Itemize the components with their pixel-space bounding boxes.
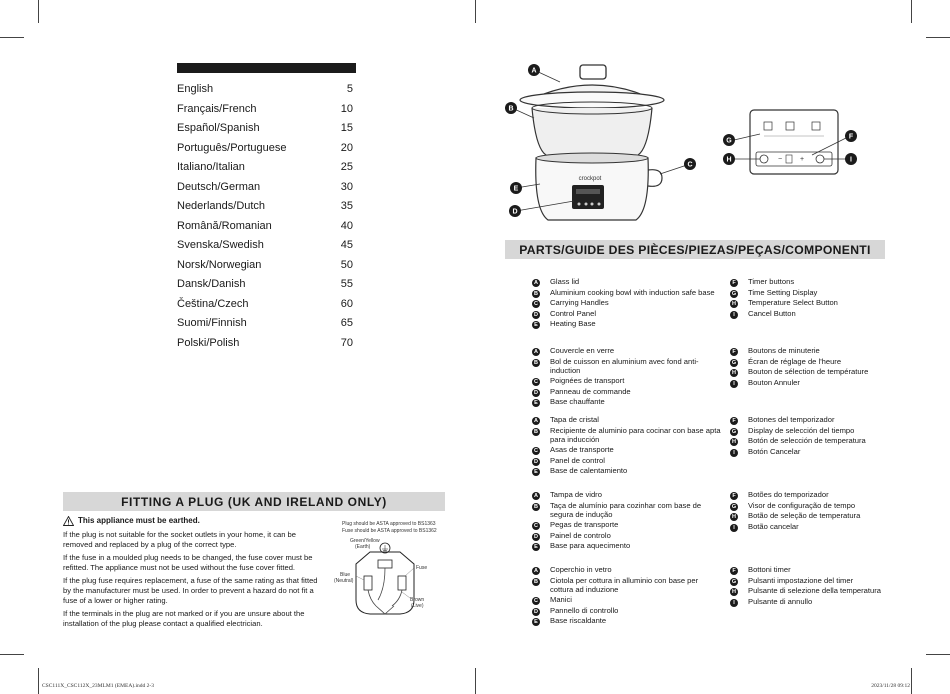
plug-paragraph: If the terminals in the plug are not marked or if you are unsure about the installation of the plug please contact a qualified electrician.: [63, 609, 305, 629]
part-label: Visor de configuração de tempo: [748, 500, 856, 510]
part-label: Base chauffante: [550, 397, 605, 407]
crop-mark: [926, 654, 950, 655]
parts-item: [730, 310, 890, 319]
toc-language: Polski/Polish: [177, 336, 240, 349]
toc-language: Nederlands/Dutch: [177, 200, 266, 212]
table-of-contents: [177, 80, 353, 353]
toc-language: Dansk/Danish: [177, 278, 246, 290]
toc-row: [177, 295, 353, 315]
toc-language: Čeština/Czech: [177, 297, 249, 310]
parts-item: [730, 278, 890, 287]
part-letter-badge: E: [532, 543, 540, 551]
toc-page-number: 55: [340, 278, 353, 290]
parts-item: [532, 446, 722, 455]
parts-item: [532, 491, 722, 500]
part-letter-badge: H: [730, 588, 738, 596]
parts-item: [532, 521, 722, 530]
parts-item: [730, 448, 890, 457]
part-letter-badge: A: [532, 417, 540, 425]
callout-h: [723, 153, 735, 165]
part-letter-badge: E: [532, 468, 540, 476]
toc-page-number: 25: [340, 161, 353, 173]
part-label: Taça de alumínio para cozinhar com base de segura de indução: [550, 500, 702, 519]
part-letter-badge: B: [532, 578, 540, 586]
parts-column-right: [730, 491, 890, 533]
part-letter-badge: C: [532, 522, 540, 530]
parts-item: [532, 388, 722, 397]
part-letter-badge: I: [730, 599, 738, 607]
part-label: Aluminium cooking bowl with induction safe base: [550, 287, 715, 297]
part-letter-badge: E: [532, 399, 540, 407]
part-letter-badge: F: [730, 492, 738, 500]
part-letter-badge: C: [532, 378, 540, 386]
parts-column-right: [730, 347, 890, 389]
parts-item: [730, 427, 890, 436]
part-letter-badge: B: [532, 503, 540, 511]
part-label: Bol de cuisson en aluminium avec fond anti-induction: [550, 356, 699, 375]
earth-wire-sublabel: (Earth): [355, 544, 371, 550]
part-label: Bouton Annuler: [748, 377, 800, 387]
toc-page-number: 10: [340, 102, 353, 115]
part-letter-badge: C: [532, 597, 540, 605]
part-label: Pulsante di selezione della temperatura: [748, 586, 881, 596]
svg-text:F: F: [848, 133, 854, 141]
parts-section-title: PARTS/GUIDE DES PIÈCES/PIEZAS/PEÇAS/COMPONENTI: [505, 240, 885, 259]
part-label: Panneau de commande: [550, 386, 631, 396]
part-letter-badge: E: [532, 321, 540, 329]
parts-item: [730, 379, 890, 388]
plug-note-1: Plug should be ASTA approved to BS1363: [342, 521, 436, 527]
crop-mark: [38, 668, 39, 694]
toc-page-number: 70: [340, 336, 353, 349]
parts-item: [730, 491, 890, 500]
toc-row: [177, 139, 353, 159]
part-letter-badge: D: [532, 458, 540, 466]
part-label: Botones del temporizador: [748, 415, 835, 424]
toc-language: Español/Spanish: [177, 122, 260, 134]
toc-language: Svenska/Swedish: [177, 239, 264, 251]
parts-item: [532, 542, 722, 551]
earth-wire-label: Green/Yellow: [350, 538, 380, 544]
brand-logo: crockpot: [578, 176, 602, 182]
parts-item: [532, 347, 722, 356]
part-label: Bouton de sélection de température: [748, 367, 869, 377]
crop-mark: [911, 668, 912, 694]
part-label: Cancel Button: [748, 308, 796, 318]
part-label: Pannello di controllo: [550, 605, 619, 615]
part-label: Base para aquecimento: [550, 541, 631, 551]
parts-item: [532, 457, 722, 466]
part-letter-badge: A: [532, 348, 540, 356]
part-label: Asas de transporte: [550, 445, 614, 454]
parts-item: [532, 566, 722, 575]
callout-e: [510, 182, 522, 194]
part-letter-badge: D: [532, 608, 540, 616]
part-label: Glass lid: [550, 277, 580, 286]
toc-language: Português/Portuguese: [177, 141, 287, 154]
fuse-label: Fuse: [416, 565, 428, 571]
part-label: Tampa de vidro: [550, 490, 602, 499]
svg-text:+: +: [800, 156, 805, 163]
part-letter-badge: G: [731, 578, 737, 585]
part-label: Boutons de minuterie: [748, 346, 820, 355]
parts-item: [532, 299, 722, 308]
part-letter-badge: A: [532, 492, 540, 500]
toc-row: [177, 314, 353, 334]
toc-language: Suomi/Finnish: [177, 317, 247, 329]
parts-column-left: [532, 566, 722, 628]
part-label: Carrying Handles: [550, 298, 609, 308]
part-label: Botón de selección de temperatura: [748, 436, 866, 446]
part-label: Heating Base: [550, 319, 596, 329]
crop-mark: [0, 37, 24, 38]
parts-column-left: [532, 278, 722, 331]
plug-paragraph: If the plug fuse requires replacement, a fuse of the same rating as that fitted by the manufacturer must be used. In order to prevent a hazard do not fit a fuse of a lower or higher rating.: [63, 576, 318, 606]
live-wire-sublabel: (Live): [411, 603, 424, 609]
svg-text:G: G: [726, 137, 732, 145]
toc-row: [177, 236, 353, 256]
part-letter-badge: D: [532, 533, 540, 541]
part-label: Tapa de cristal: [550, 415, 599, 424]
toc-row: [177, 158, 353, 178]
parts-item: [730, 358, 890, 367]
part-letter-badge: G: [731, 503, 737, 510]
part-letter-badge: C: [532, 300, 540, 308]
crop-mark: [926, 37, 950, 38]
toc-page-number: 45: [340, 239, 353, 251]
parts-item: [532, 607, 722, 616]
svg-text:A: A: [531, 67, 537, 75]
toc-language: Română/Romanian: [177, 219, 272, 232]
parts-item: [730, 368, 890, 377]
part-label: Pulsante di annullo: [748, 596, 813, 606]
parts-item: [532, 596, 722, 605]
toc-language: English: [177, 83, 214, 95]
toc-row: [177, 256, 353, 276]
part-letter-badge: F: [730, 279, 738, 287]
parts-item: [730, 598, 890, 607]
parts-item: [532, 358, 722, 376]
part-label: Temperature Select Button: [748, 298, 838, 308]
svg-text:I: I: [850, 156, 852, 164]
footer-date: 2023/11/28 09:12: [871, 683, 910, 689]
parts-item: [730, 523, 890, 532]
toc-row: [177, 178, 353, 198]
part-letter-badge: D: [532, 311, 540, 319]
toc-page-number: 15: [340, 122, 353, 134]
part-label: Display de selección del tiempo: [748, 425, 855, 435]
parts-column-right: [730, 566, 890, 608]
part-label: Recipiente de aluminio para cocinar con base apta para inducción: [550, 425, 721, 444]
svg-text:E: E: [513, 185, 519, 193]
svg-text:−: −: [778, 156, 783, 163]
part-letter-badge: C: [532, 447, 540, 455]
part-letter-badge: H: [730, 369, 738, 377]
control-panel-closeup: [720, 100, 860, 185]
part-letter-badge: A: [532, 567, 540, 575]
footer-file: CSC111X_CSC112X_23MLM1 (EMEA).indd 2-3: [42, 683, 154, 689]
parts-item: [532, 532, 722, 541]
parts-column-right: [730, 416, 890, 458]
crop-mark: [911, 0, 912, 23]
toc-language: Norsk/Norwegian: [177, 258, 262, 271]
crop-mark: [475, 0, 476, 23]
svg-text:H: H: [726, 156, 732, 164]
plug-instructions: [63, 516, 319, 632]
parts-item: [532, 617, 722, 626]
earthed-warning: This appliance must be earthed.: [63, 516, 319, 526]
part-label: Control Panel: [550, 308, 597, 318]
parts-item: [730, 566, 890, 575]
toc-page-number: 50: [340, 258, 353, 271]
part-letter-badge: F: [730, 348, 738, 356]
svg-text:B: B: [508, 105, 514, 113]
toc-row: [177, 334, 353, 354]
toc-language: Français/French: [177, 102, 257, 115]
neutral-wire-sublabel: (Neutral): [334, 578, 354, 584]
part-letter-badge: G: [731, 290, 737, 297]
slow-cooker-illustration: [500, 60, 705, 230]
callout-d: [509, 205, 521, 217]
toc-page-number: 5: [346, 83, 353, 95]
part-label: Base riscaldante: [550, 616, 607, 626]
part-letter-badge: D: [532, 389, 540, 397]
parts-column-right: [730, 278, 890, 320]
neutral-wire-label: Blue: [340, 572, 351, 578]
part-label: Pegas de transporte: [550, 520, 619, 529]
parts-item: [730, 289, 890, 298]
toc-row: [177, 100, 353, 120]
toc-row: [177, 119, 353, 139]
parts-item: [730, 502, 890, 511]
toc-page-number: 20: [340, 141, 353, 154]
parts-item: [730, 347, 890, 356]
part-label: Botón Cancelar: [748, 446, 801, 456]
toc-language: Deutsch/German: [177, 180, 261, 193]
part-label: Base de calentamiento: [550, 466, 628, 476]
part-letter-badge: F: [730, 567, 738, 575]
plug-note-2: Fuse should be ASTA approved to BS1362: [342, 528, 437, 534]
plug-drawing: [330, 518, 445, 618]
parts-item: [532, 289, 722, 298]
callout-c: [684, 158, 696, 170]
part-label: Timer buttons: [748, 277, 795, 286]
part-letter-badge: I: [730, 524, 738, 532]
part-label: Écran de réglage de l'heure: [748, 356, 842, 366]
part-label: Couvercle en verre: [550, 346, 615, 355]
part-letter-badge: H: [730, 513, 738, 521]
svg-text:D: D: [512, 208, 518, 216]
toc-row: [177, 197, 353, 217]
callout-f: [845, 130, 857, 142]
part-letter-badge: I: [730, 380, 738, 388]
svg-text:C: C: [687, 161, 693, 169]
part-label: Panel de control: [550, 455, 605, 465]
part-label: Manici: [550, 595, 572, 604]
toc-language: Italiano/Italian: [177, 161, 245, 173]
parts-column-left: [532, 347, 722, 409]
warning-icon: [63, 516, 74, 526]
part-label: Poignées de transport: [550, 376, 625, 385]
crop-mark: [475, 668, 476, 694]
plug-wiring-diagram: [330, 518, 445, 618]
part-letter-badge: I: [730, 311, 738, 319]
part-letter-badge: H: [730, 438, 738, 446]
part-label: Botão cancelar: [748, 521, 799, 531]
part-letter-badge: B: [532, 428, 540, 436]
toc-row: [177, 217, 353, 237]
part-letter-badge: H: [730, 300, 738, 308]
parts-item: [730, 577, 890, 586]
part-letter-badge: B: [532, 290, 540, 298]
parts-item: [532, 310, 722, 319]
toc-row: [177, 80, 353, 100]
parts-column-left: [532, 491, 722, 553]
toc-header-bar: [177, 63, 356, 73]
parts-item: [730, 512, 890, 521]
part-label: Pulsanti impostazione del timer: [748, 575, 854, 585]
plug-paragraph: If the plug is not suitable for the socket outlets in your home, it can be removed and replaced by a plug of the correct type.: [63, 530, 297, 550]
parts-item: [730, 437, 890, 446]
parts-column-left: [532, 416, 722, 478]
part-label: Bottoni timer: [748, 565, 791, 574]
toc-page-number: 60: [340, 297, 353, 310]
parts-item: [730, 299, 890, 308]
part-letter-badge: G: [731, 359, 737, 366]
parts-item: [532, 416, 722, 425]
toc-row: [177, 275, 353, 295]
part-letter-badge: F: [730, 417, 738, 425]
toc-page-number: 30: [340, 180, 353, 193]
part-label: Botão de seleção de temperatura: [748, 511, 861, 521]
part-letter-badge: I: [730, 449, 738, 457]
parts-item: [532, 502, 722, 520]
parts-item: [532, 320, 722, 329]
parts-item: [532, 377, 722, 386]
parts-item: [730, 587, 890, 596]
part-label: Botões do temporizador: [748, 490, 829, 499]
live-wire-label: Brown: [410, 597, 425, 603]
parts-item: [532, 278, 722, 287]
part-letter-badge: E: [532, 618, 540, 626]
toc-page-number: 35: [340, 200, 353, 212]
callout-i: [845, 153, 857, 165]
crop-mark: [0, 654, 24, 655]
callout-g: [723, 134, 735, 146]
part-label: Coperchio in vetro: [550, 565, 612, 574]
part-label: Time Setting Display: [748, 287, 818, 297]
toc-page-number: 65: [340, 317, 353, 329]
callout-b: [505, 102, 517, 114]
plug-section-title: FITTING A PLUG (UK AND IRELAND ONLY): [63, 492, 445, 511]
part-label: Painel de controlo: [550, 530, 611, 540]
plug-paragraph: If the fuse in a moulded plug needs to be changed, the fuse cover must be refitted. The appliance must not be used without the fuse cover fitted.: [63, 553, 313, 573]
parts-item: [730, 416, 890, 425]
crop-mark: [38, 0, 39, 23]
parts-item: [532, 398, 722, 407]
part-letter-badge: A: [532, 279, 540, 287]
callout-a: [528, 64, 540, 76]
part-letter-badge: B: [532, 359, 540, 367]
parts-item: [532, 467, 722, 476]
parts-item: [532, 577, 722, 595]
parts-item: [532, 427, 722, 445]
toc-page-number: 40: [340, 219, 353, 232]
part-letter-badge: G: [731, 428, 737, 435]
part-label: Ciotola per cottura in alluminio con base per cottura ad induzione: [550, 575, 699, 594]
